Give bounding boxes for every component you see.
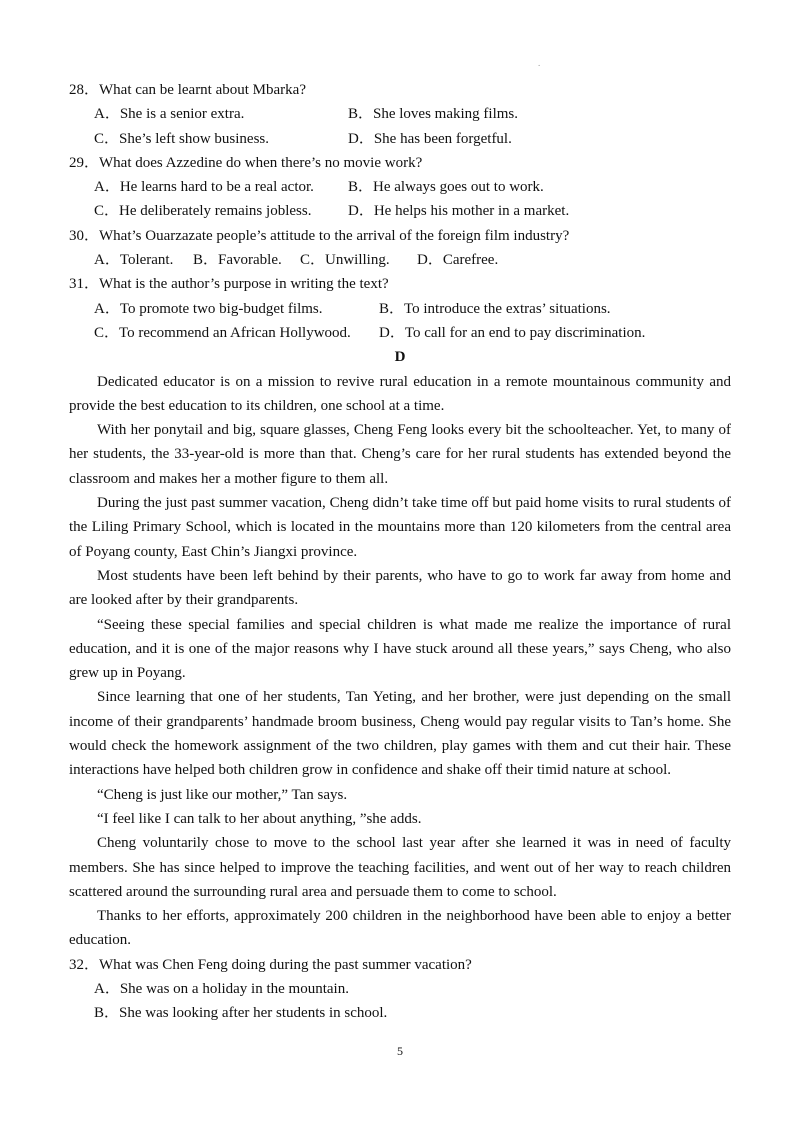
question-stem: 30．What’s Ouarzazate people’s attitude to the arrival of the foreign film industry? bbox=[69, 227, 570, 244]
option-a: A．To promote two big-budget films. bbox=[94, 300, 323, 317]
passage-paragraph: Thanks to her efforts, approximately 200 children in the neighborhood have been able to enjoy a better education. bbox=[69, 908, 731, 949]
option-d: D．He helps his mother in a market. bbox=[348, 203, 570, 220]
section-heading: D bbox=[394, 349, 406, 366]
question-30 bbox=[69, 224, 731, 273]
option-c: C．Unwilling. bbox=[300, 252, 390, 269]
option-d: D．She has been forgetful. bbox=[348, 130, 512, 147]
option-c: C．She’s left show business. bbox=[94, 130, 270, 147]
passage-paragraph: “Cheng is just like our mother,” Tan says. bbox=[97, 786, 348, 803]
question-stem: 29．What does Azzedine do when there’s no movie work? bbox=[69, 154, 423, 171]
question-28 bbox=[69, 78, 731, 151]
option-c: C．He deliberately remains jobless. bbox=[94, 203, 312, 220]
question-stem: 28．What can be learnt about Mbarka? bbox=[69, 82, 306, 98]
page-number: 5 bbox=[397, 1044, 403, 1058]
page-content bbox=[69, 78, 731, 1026]
option-c: C．To recommend an African Hollywood. bbox=[94, 324, 351, 341]
option-b: B．She loves making films. bbox=[348, 106, 518, 123]
question-32 bbox=[69, 953, 731, 1026]
passage-paragraph: “I feel like I can talk to her about anything, ”she adds. bbox=[97, 810, 422, 827]
reading-passage bbox=[69, 370, 731, 953]
option-b: B．He always goes out to work. bbox=[348, 179, 544, 196]
question-stem: 32．What was Chen Feng doing during the past summer vacation? bbox=[69, 956, 472, 973]
passage-paragraph: Dedicated educator is on a mission to revive rural education in a remote mountainous community and provide the best education to its children, one school at a time. bbox=[69, 373, 731, 414]
option-row bbox=[69, 127, 731, 151]
option-row bbox=[69, 102, 731, 126]
option-b: B．To introduce the extras’ situations. bbox=[379, 300, 611, 317]
passage-paragraph: “Seeing these special families and special children is what made me realize the importance of rural education, and it is one of the major reasons why I have stuck around all these years,” says Cheng, who also grew up in Poyang. bbox=[69, 616, 731, 682]
option-a: A．He learns hard to be a real actor. bbox=[94, 179, 314, 196]
option-row bbox=[69, 199, 731, 223]
option-row bbox=[69, 248, 731, 272]
question-29 bbox=[69, 151, 731, 224]
passage-paragraph: Since learning that one of her students, Tan Yeting, and her brother, were just depending on the small income of their grandparents’ handmade broom business, Cheng would pay regular visits to Tan’s home. She would check the homework assignment of the two children, play games with them and cut their hair. These interactions have helped both children grow in confidence and shake off their timid nature at school. bbox=[69, 689, 731, 779]
option-b: B．Favorable. bbox=[193, 252, 282, 269]
passage-paragraph: Cheng voluntarily chose to move to the school last year after she learned it was in need of faculty members. She has since helped to improve the teaching facilities, and went out of her way to reach children scattered around the surrounding rural area and persuade them to come to school. bbox=[69, 835, 731, 900]
question-31 bbox=[69, 272, 731, 345]
passage-paragraph: With her ponytail and big, square glasses, Cheng Feng looks every bit the schoolteacher. Yet, to many of her students, the 33-year-old is more than that. Cheng’s care for her rural students has extended beyond the classroom and makes her a mother figure to them all. bbox=[69, 422, 731, 487]
passage-paragraph: Most students have been left behind by their parents, who have to go to work far away from home and are looked after by their grandparents. bbox=[69, 567, 731, 609]
option-row bbox=[69, 321, 731, 345]
passage-paragraph: During the just past summer vacation, Cheng didn’t take time off but paid home visits to rural students of the Liling Primary School, which is located in the mountains more than 120 kilometers from the central area of Poyang county, East Chin’s Jiangxi province. bbox=[69, 495, 731, 560]
option-a: A．Tolerant. bbox=[94, 252, 174, 269]
option-d: D．Carefree. bbox=[417, 252, 499, 269]
option-b: B．She was looking after her students in school. bbox=[94, 1005, 388, 1022]
option-a: A．She was on a holiday in the mountain. bbox=[94, 980, 349, 997]
header-mark: . bbox=[538, 58, 541, 68]
question-stem: 31．What is the author’s purpose in writing the text? bbox=[69, 276, 389, 293]
option-d: D．To call for an end to pay discrimination. bbox=[379, 324, 646, 341]
option-row bbox=[69, 297, 731, 321]
option-row bbox=[69, 175, 731, 199]
option-a: A．She is a senior extra. bbox=[94, 106, 245, 123]
